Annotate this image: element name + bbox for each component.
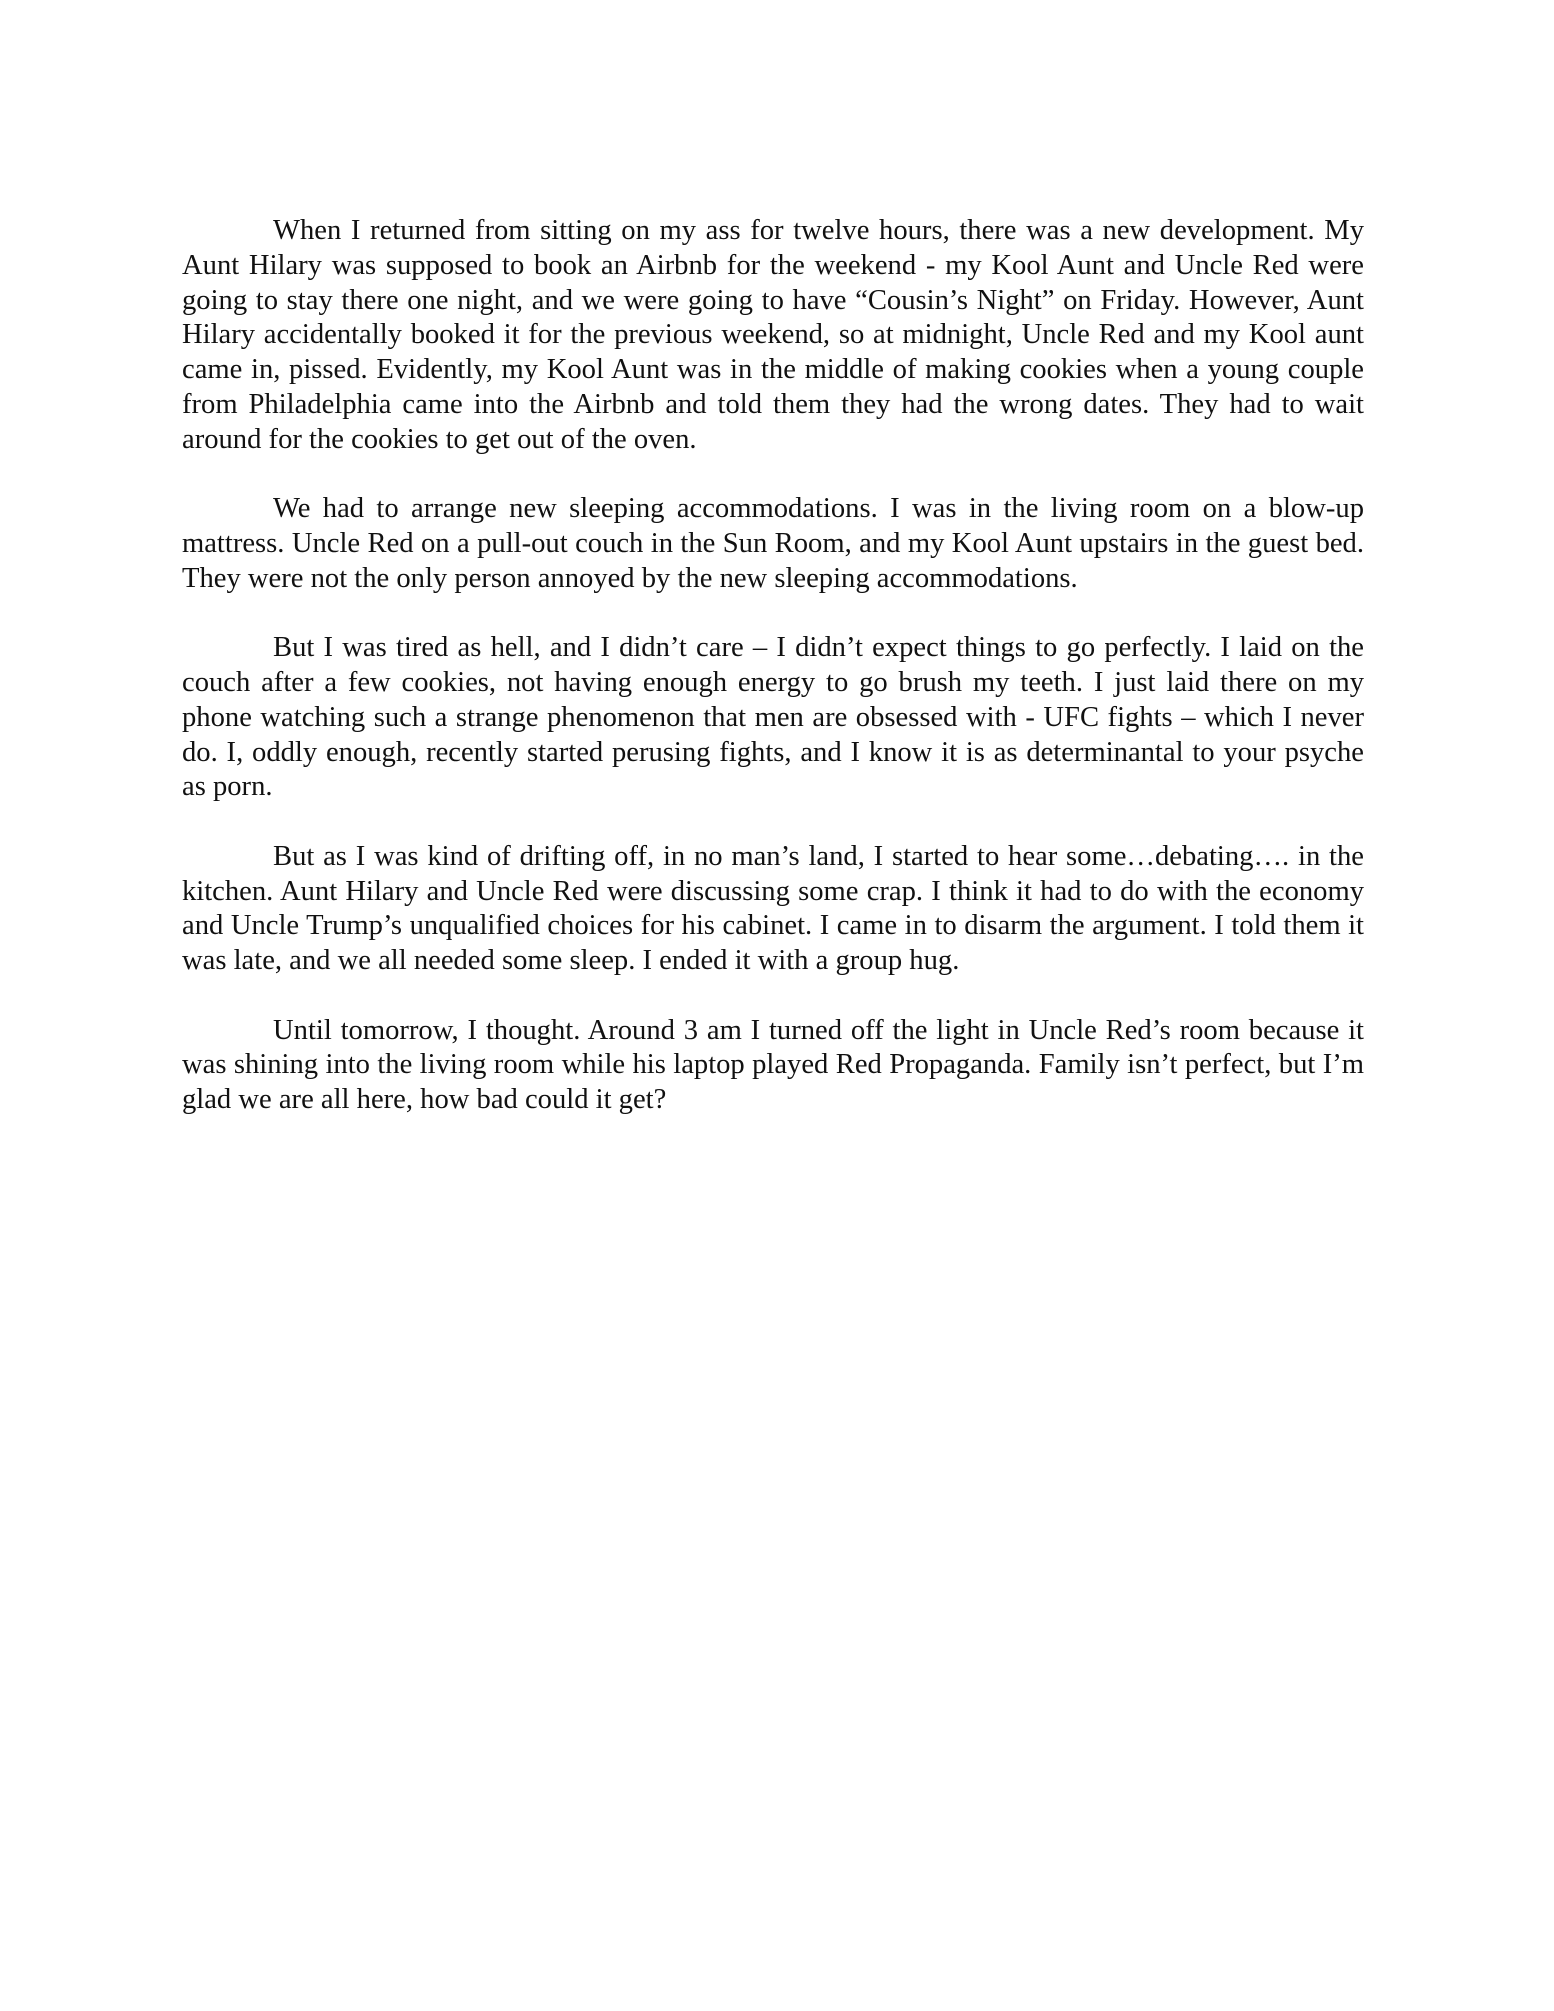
paragraph-2: We had to arrange new sleeping accommodations. I was in the living room on a blow-up mattress. Uncle Red on a pull-out couch in the Sun Room, and my Kool Aunt upstairs in the guest bed. They were not the only person annoyed by the new sleeping accommodations. <box>182 493 1364 594</box>
document-body <box>182 214 1364 1118</box>
paragraph-5: Until tomorrow, I thought. Around 3 am I turned off the light in Uncle Red’s room because it was shining into the living room while his laptop played Red Propaganda. Family isn’t perfect, but I’m glad we are all here, how bad could it get? <box>182 1014 1364 1116</box>
paragraph-3: But I was tired as hell, and I didn’t care – I didn’t expect things to go perfectly. I laid on the couch after a few cookies, not having enough energy to go brush my teeth. I just laid there on my phone watching such a strange phenomenon that men are obsessed with - UFC fights – which I never do. I, oddly enough, recently started perusing fights, and I know it is as determinantal to your psyche as porn. <box>182 632 1364 803</box>
paragraph-4: But as I was kind of drifting off, in no man’s land, I started to hear some…debating…. in the kitchen. Aunt Hilary and Uncle Red were discussing some crap. I think it had to do with the economy and Uncle Trump’s unqualified choices for his cabinet. I came in to disarm the argument. I told them it was late, and we all needed some sleep. I ended it with a group hug. <box>182 840 1364 977</box>
paragraph-1: When I returned from sitting on my ass for twelve hours, there was a new development. My Aunt Hilary was supposed to book an Airbnb for the weekend - my Kool Aunt and Uncle Red were going to stay there one night, and we were going to have “Cousin’s Night” on Friday. However, Aunt Hilary accidentally booked it for the previous weekend, so at midnight, Uncle Red and my Kool aunt came in, pissed. Evidently, my Kool Aunt was in the middle of making cookies when a young couple from Philadelphia came into the Airbnb and told them they had the wrong dates. They had to wait around for the cookies to get out of the oven. <box>182 215 1364 455</box>
